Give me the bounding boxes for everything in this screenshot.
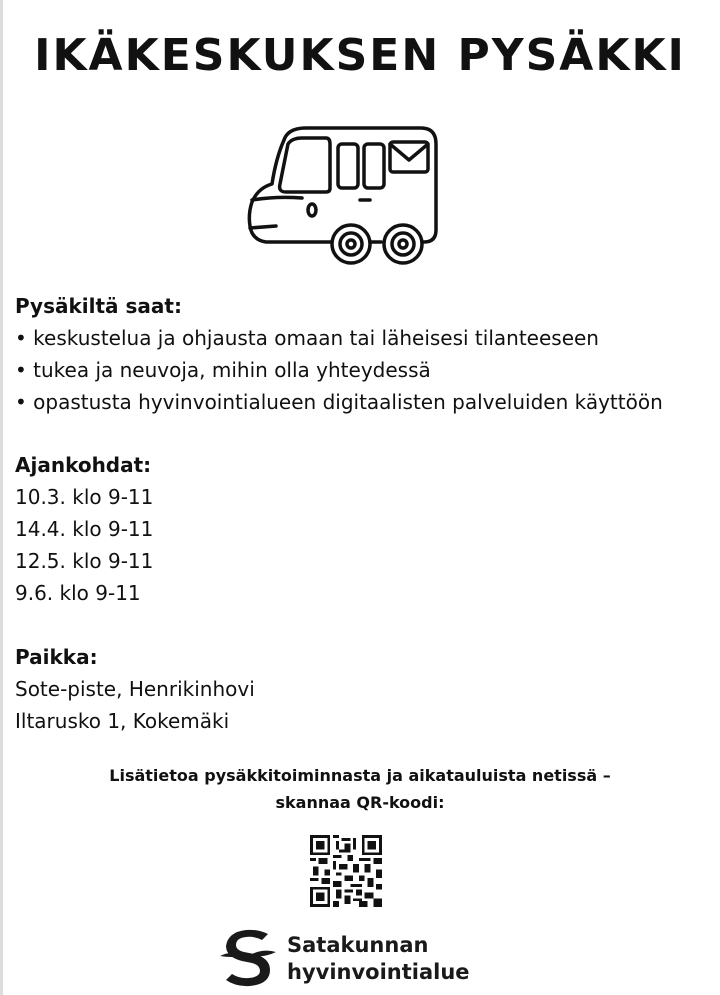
bus-with-envelope-icon xyxy=(236,118,456,288)
organization-line: hyvinvointialue xyxy=(287,960,470,984)
list-item: 12.5. klo 9-11 xyxy=(15,549,154,573)
organization-name xyxy=(287,932,470,986)
list-item: 10.3. klo 9-11 xyxy=(15,485,154,509)
services-list xyxy=(15,322,663,418)
satakunta-s-logo-icon xyxy=(218,926,278,988)
organization-line: Satakunnan xyxy=(287,933,429,957)
schedule-list xyxy=(15,481,153,609)
location-heading: Paikka: xyxy=(15,645,98,669)
more-info xyxy=(0,762,720,816)
services-heading: Pysäkiltä saat: xyxy=(15,294,182,318)
qr-code-icon[interactable] xyxy=(310,833,382,909)
schedule-section xyxy=(15,449,153,609)
list-item: • keskustelua ja ohjausta omaan tai läheisesi tilanteeseen xyxy=(15,322,663,354)
location-line: Iltarusko 1, Kokemäki xyxy=(15,709,230,733)
schedule-heading: Ajankohdat: xyxy=(15,453,152,477)
list-item: • opastusta hyvinvointialueen digitaalisten palveluiden käyttöön xyxy=(15,386,663,418)
more-info-line: Lisätietoa pysäkkitoiminnasta ja aikatauluista netissä – xyxy=(109,766,611,785)
more-info-line: skannaa QR-koodi: xyxy=(275,793,445,812)
list-item: 9.6. klo 9-11 xyxy=(15,581,141,605)
page-edge xyxy=(0,0,3,995)
location-section xyxy=(15,641,255,737)
list-item: • tukea ja neuvoja, mihin olla yhteydessä xyxy=(15,354,663,386)
list-item: 14.4. klo 9-11 xyxy=(15,517,154,541)
page-title: IKÄKESKUKSEN PYSÄKKI xyxy=(34,30,686,81)
services-section xyxy=(15,290,663,418)
location-line: Sote-piste, Henrikinhovi xyxy=(15,677,255,701)
